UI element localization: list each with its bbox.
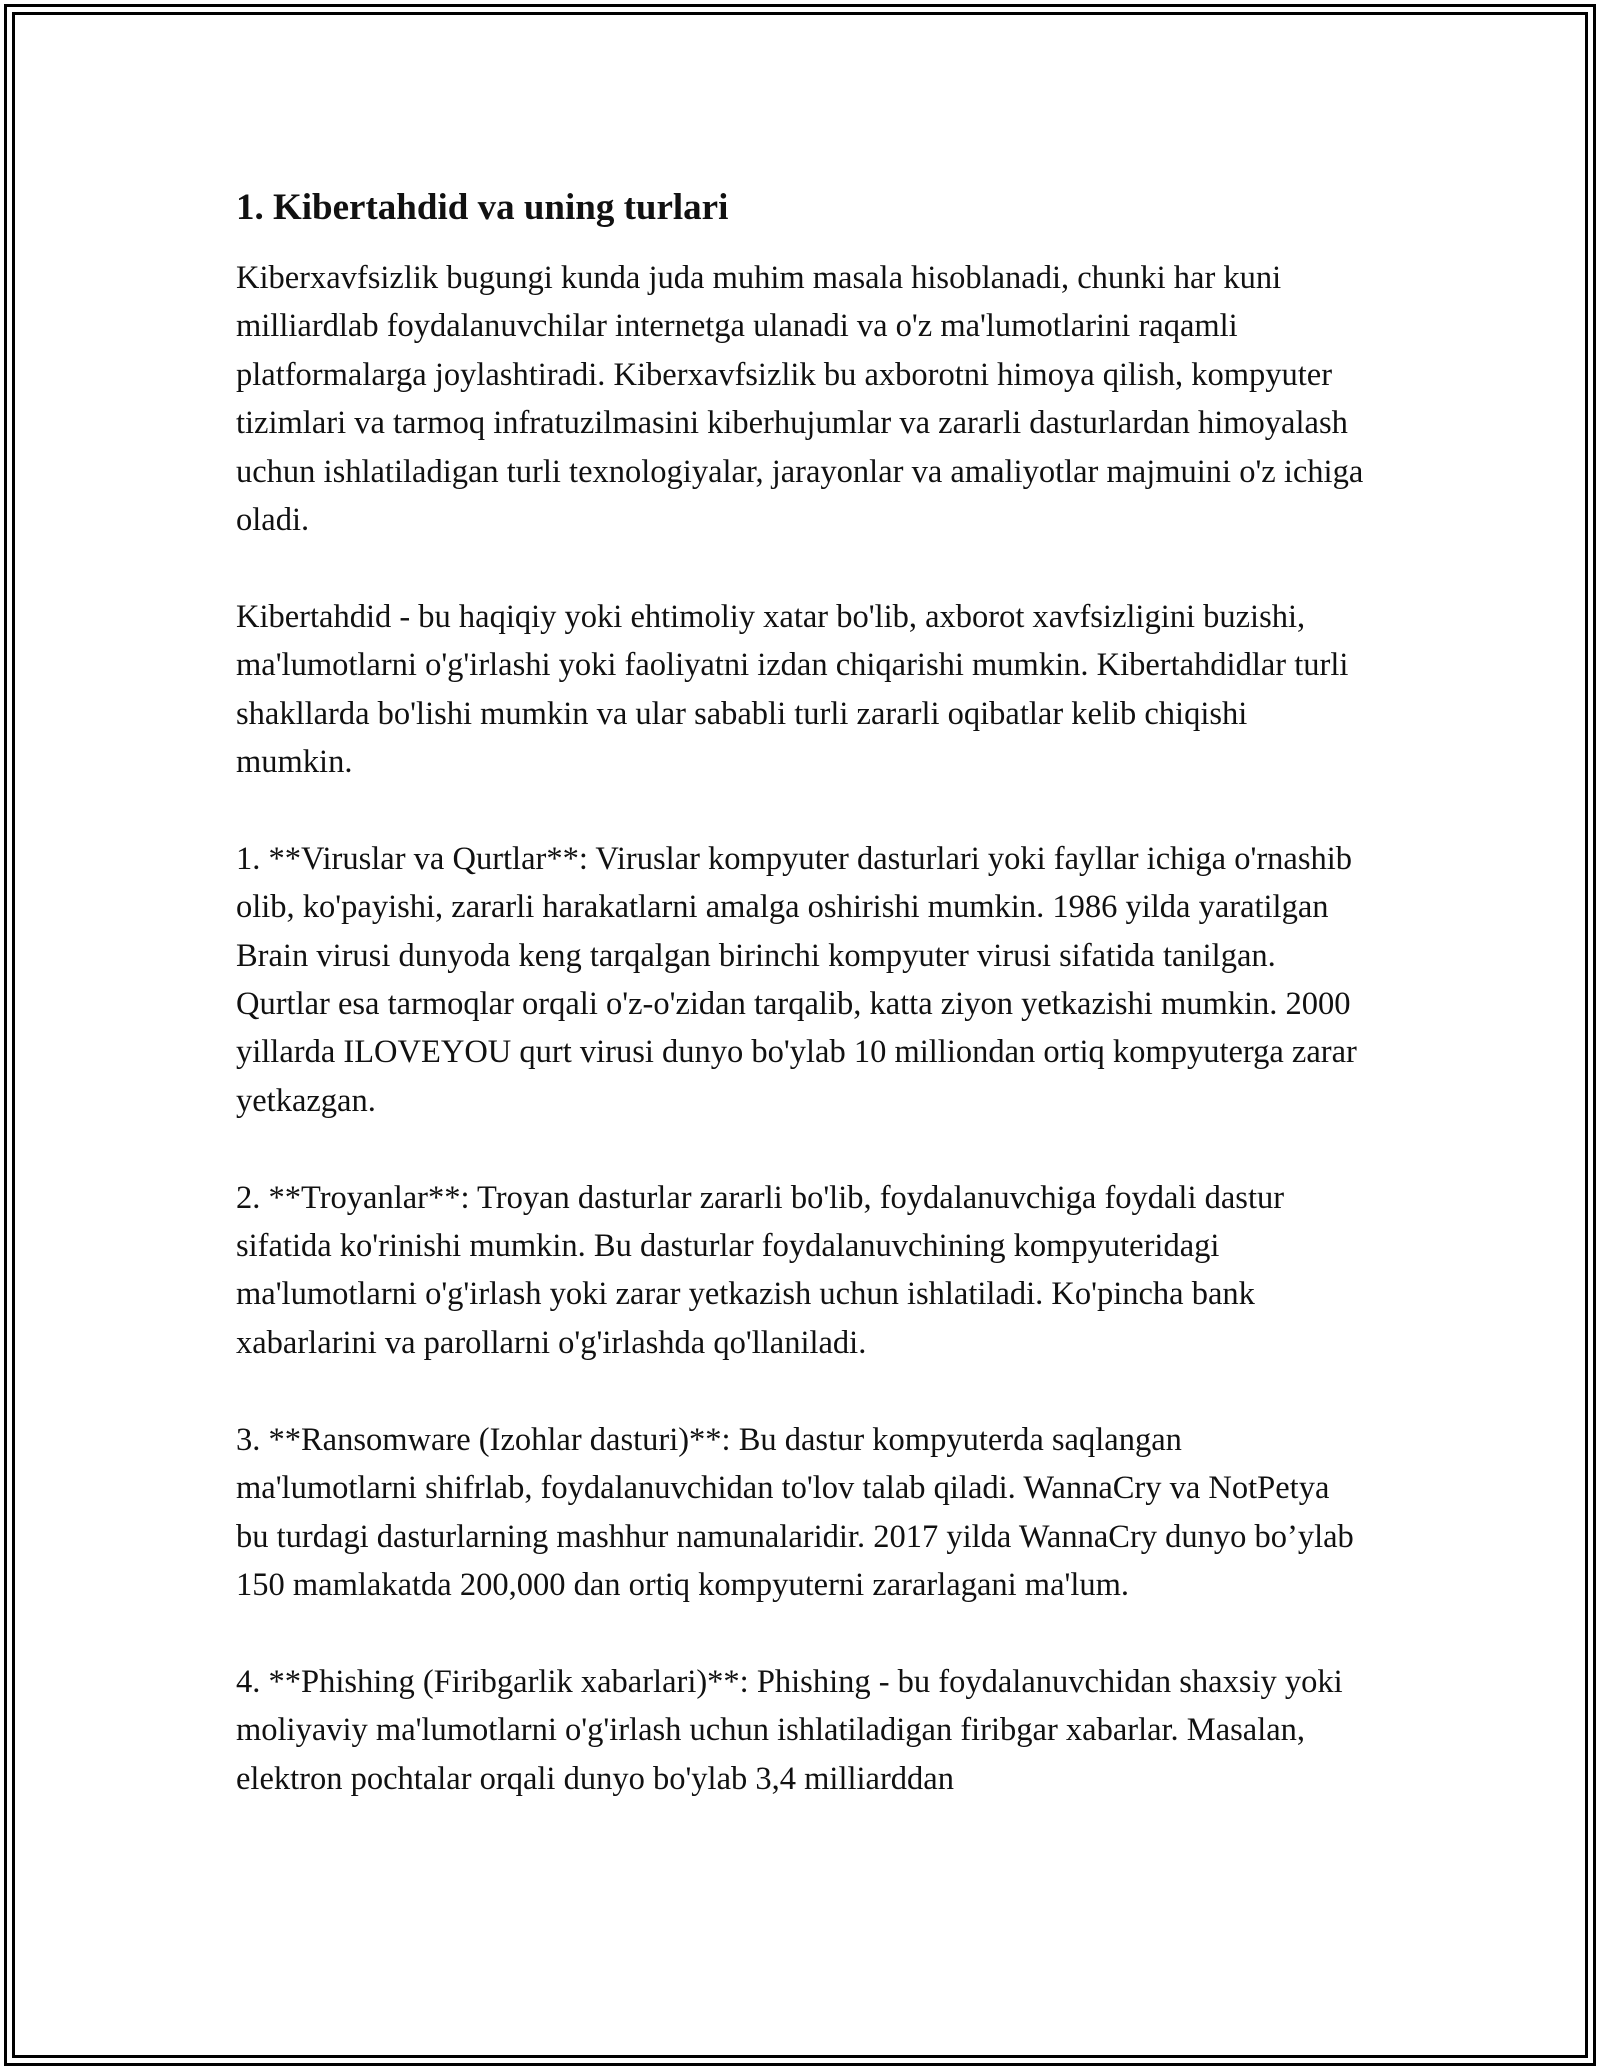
paragraph-item-viruses: 1. **Viruslar va Qurtlar**: Viruslar kompyuter dasturlari yoki fayllar ichiga o'rnashib olib, ko'payishi, zararli harakatlarni amalga oshirishi mumkin. 1986 yilda yaratilgan Brain virusi dunyoda keng tarqalgan birinchi kompyuter virusi sifatida tanilgan. Qurtlar esa tarmoqlar orqali o'z-o'zidan tarqalib, katta ziyon yetkazishi mumkin. 2000 yillarda ILOVEYOU qurt virusi dunyo bo'ylab 10 milliondan ortiq kompyuterga zarar yetkazgan. <box>236 840 1357 1119</box>
paragraph-definition: Kibertahdid - bu haqiqiy yoki ehtimoliy xatar bo'lib, axborot xavfsizligini buzishi, ma'lumotlarni o'g'irlashi yoki faoliyatni izdan chiqarishi mumkin. Kibertahdidlar turli shakllarda bo'lishi mumkin va ular sababli turli zararli oqibatlar kelib chiqishi mumkin. <box>236 598 1349 781</box>
paragraph-item-phishing: 4. **Phishing (Firibgarlik xabarlari)**: Phishing - bu foydalanuvchidan shaxsiy yoki moliyaviy ma'lumotlarni o'g'irlash uchun ishlatiladigan firibgar xabarlar. Masalan, elektron pochtalar orqali dunyo bo'ylab 3,4 milliarddan <box>236 1663 1343 1797</box>
section-title: 1. Kibertahdid va uning turlari <box>236 187 729 228</box>
paragraph-item-ransomware: 3. **Ransomware (Izohlar dasturi)**: Bu dastur kompyuterda saqlangan ma'lumotlarni shifrlab, foydalanuvchidan to'lov talab qiladi. WannaCry va NotPetya bu turdagi dasturlarning mashhur namunalaridir. 2017 yilda WannaCry dunyo bo’ylab 150 mamlakatda 200,000 dan ortiq kompyuterni zararlagani ma'lum. <box>236 1421 1354 1603</box>
paragraph-item-trojans: 2. **Troyanlar**: Troyan dasturlar zararli bo'lib, foydalanuvchiga foydali dastur sifatida ko'rinishi mumkin. Bu dasturlar foydalanuvchining kompyuteridagi ma'lumotlarni o'g'irlash yoki zarar yetkazish uchun ishlatiladi. Ko'pincha bank xabarlarini va parollarni o'g'irlashda qo'llaniladi. <box>236 1179 1285 1361</box>
document-body <box>236 184 1366 1803</box>
paragraph-intro: Kiberxavfsizlik bugungi kunda juda muhim masala hisoblanadi, chunki har kuni milliardlab foydalanuvchilar internetga ulanadi va o'z ma'lumotlarini raqamli platformalarga joylashtiradi. Kiberxavfsizlik bu axborotni himoya qilish, kompyuter tizimlari va tarmoq infratuzilmasini kiberhujumlar va zararli dasturlardan himoyalash uchun ishlatiladigan turli texnologiyalar, jarayonlar va amaliyotlar majmuini o'z ichiga oladi. <box>236 260 1364 539</box>
